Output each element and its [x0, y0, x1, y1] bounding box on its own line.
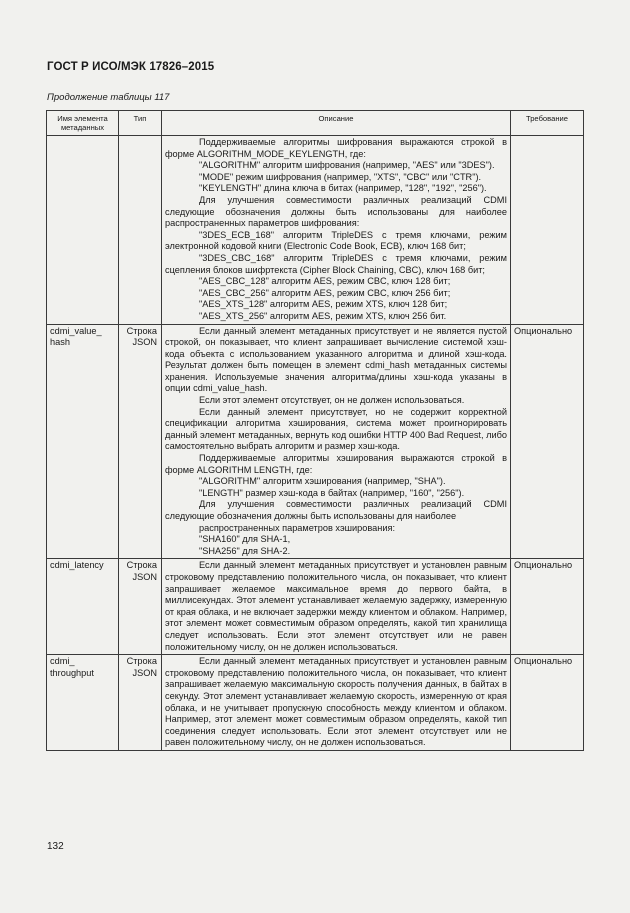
standard-header: ГОСТ Р ИСО/МЭК 17826–2015 — [47, 61, 215, 73]
description-paragraph: распространенных параметров хэширования: — [199, 522, 396, 533]
metadata-table — [46, 110, 584, 751]
page-number: 132 — [47, 841, 64, 852]
element-name-cell: cdmi_ throughput — [47, 655, 119, 751]
requirement-cell: Опционально — [511, 324, 584, 559]
description-paragraph: "MODE" режим шифрования (например, "XTS", "CBC" или "CTR"). — [199, 171, 482, 182]
description-paragraph: Поддерживаемые алгоритмы хэширования выражаются строкой в форме ALGORITHM LENGTH, где: — [165, 453, 507, 475]
element-name-cell: cdmi_value_ hash — [47, 324, 119, 559]
table-row — [47, 136, 584, 325]
description-paragraph: "SHA160" для SHA-1, — [199, 534, 291, 545]
column-header-name: Имя элемента метаданных — [47, 111, 119, 136]
description-paragraph: "LENGTH" размер хэш-кода в байтах (например, "160", "256"). — [199, 487, 465, 498]
description-paragraph: Поддерживаемые алгоритмы шифрования выражаются строкой в форме ALGORITHM_MODE_KEYLENGTH, где: — [165, 137, 507, 159]
description-cell — [162, 655, 511, 751]
description-paragraph: "3DES_CBC_168" алгоритм TripleDES с тремя ключами, режим сцепления блоков шифртекста (Cipher Block Chaining, CBC), ключ 168 бит; — [165, 252, 507, 275]
description-paragraph: "AES_CBC_256" алгоритм AES, режим CBC, ключ 256 бит; — [199, 287, 451, 298]
type-cell: Строка JSON — [119, 324, 162, 559]
description-paragraph: Для улучшения совместимости различных реализаций CDMI следующие обозначения должны быть использованы для наиболее — [165, 499, 507, 521]
description-paragraph: "ALGORITHM" алгоритм хэширования (например, "SHA"). — [199, 476, 446, 487]
table-caption: Продолжение таблицы 117 — [47, 92, 170, 103]
element-name-cell — [47, 136, 119, 325]
description-paragraph: "AES_CBC_128" алгоритм AES, режим CBC, ключ 128 бит; — [199, 276, 451, 287]
description-paragraph: Если данный элемент метаданных присутствует и установлен равным строковому представлению положительного числа, он показывает, что клиент запрашивает желаемое максимальное время до первого байта, в миллисекундах. Этот элемент устанавливает желаемую задержку, измеренную от края облака, и не включает задержки между клиентом и облаком. Например, этот элемент может совместимым образом определять, какой тип хранилища следует использовать. Если этот элемент отсутствует или не равен положительному числу, он не должен использоваться. — [165, 560, 507, 652]
type-cell: Строка JSON — [119, 559, 162, 655]
type-cell — [119, 136, 162, 325]
description-paragraph: "AES_XTS_256" алгоритм AES, режим XTS, ключ 256 бит. — [199, 310, 447, 321]
table-header-row — [47, 111, 584, 136]
requirement-cell: Опционально — [511, 655, 584, 751]
type-cell: Строка JSON — [119, 655, 162, 751]
description-paragraph: Если данный элемент метаданных присутствует и не является пустой строкой, он показывает, что клиент запрашивает вычисление системой хэш-кода объекта с использованием указанного алгоритма и длиной хэш-кода. Результат должен быть помещен в элемент cdmi_hash метаданных системы хранения. Используемые значения алгоритма/длины хэш-кода указаны в опции cdmi_value_hash. — [165, 325, 507, 394]
requirement-cell: Опционально — [511, 559, 584, 655]
description-paragraph: "3DES_ECB_168" алгоритм TripleDES с тремя ключами, режим электронной кодовой книги (Electronic Code Book, ECB), ключ 168 бит; — [165, 229, 507, 252]
column-header-requirement: Требование — [511, 111, 584, 136]
column-header-description: Описание — [162, 111, 511, 136]
description-paragraph: Если данный элемент присутствует, но не содержит корректной спецификации алгоритма хэширования, система может проигнорировать данный элемент метаданных, вернуть код ошибки HTTP 400 Bad Request, либо самостоятельно выбрать алгоритм и размер хэш-кода. — [165, 406, 507, 452]
description-paragraph: "KEYLENGTH" длина ключа в битах (например, "128", "192", "256"). — [199, 183, 487, 194]
description-paragraph: Для улучшения совместимости различных реализаций CDMI следующие обозначения должны быть использованы для наиболее распространенных параметров шифрования: — [165, 194, 507, 229]
element-name-cell: cdmi_latency — [47, 559, 119, 655]
table-row — [47, 559, 584, 655]
description-paragraph: Если этот элемент отсутствует, он не должен использоваться. — [199, 395, 465, 406]
description-cell — [162, 136, 511, 325]
description-cell — [162, 559, 511, 655]
table-row — [47, 655, 584, 751]
description-cell — [162, 324, 511, 559]
description-paragraph: "SHA256" для SHA-2. — [199, 545, 291, 556]
column-header-type: Тип — [119, 111, 162, 136]
description-paragraph: "AES_XTS_128" алгоритм AES, режим XTS, ключ 128 бит; — [199, 299, 448, 310]
description-paragraph: "ALGORITHM" алгоритм шифрования (например, "AES" или "3DES"). — [199, 160, 495, 171]
description-paragraph: Если данный элемент метаданных присутствует и установлен равным строковому представлению положительного числа, он показывает, что клиент запрашивает желаемую максимальную скорость получения данных, в байтах в секунду. Этот элемент устанавливает желаемую скорость, измеренную от края облака, и не учитывает пропускную способность между клиентом и облаком. Например, этот элемент может совместимым образом определять, какой тип соединения следует использовать. Если этот элемент отсутствует или не равен положительному числу, он не должен использоваться. — [165, 656, 507, 748]
requirement-cell — [511, 136, 584, 325]
table-row — [47, 324, 584, 559]
